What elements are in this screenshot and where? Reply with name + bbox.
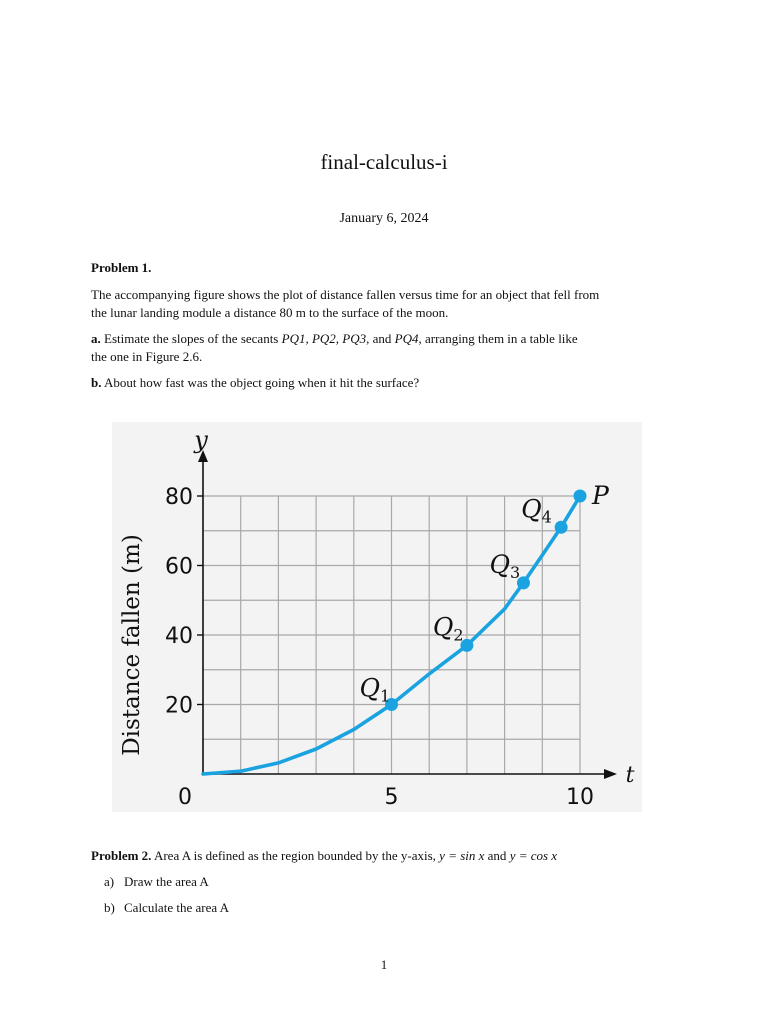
y-axis-title: Distance fallen (m)	[119, 534, 145, 756]
problem1-intro-line2: the lunar landing module a distance 80 m to the surface of the moon.	[91, 304, 449, 320]
problem2	[91, 847, 681, 865]
y-tick-label: 80	[165, 485, 193, 510]
y-tick-label: 20	[165, 693, 193, 719]
problem1-heading-text: Problem 1.	[91, 260, 152, 275]
problem2-text-mid: and	[484, 848, 510, 863]
point-subscript: 4	[541, 507, 552, 527]
problem2-math1: y = sin x	[439, 848, 485, 863]
problem1-part-b	[91, 374, 681, 392]
page-number: 1	[380, 957, 388, 972]
x-tick-label: 0	[178, 785, 192, 810]
problem2-text-before: Area A is defined as the region bounded by the y-axis,	[151, 848, 440, 863]
distance-fallen-chart	[112, 422, 642, 812]
problem1-part-a-line1	[91, 330, 681, 348]
item-b-label: b)	[104, 900, 115, 915]
part-a-math: PQ1, PQ2, PQ3,	[281, 331, 370, 346]
problem1-part-a	[91, 330, 681, 365]
point-label-q1: $Q_1$	[359, 673, 391, 706]
item-a-text: Draw the area A	[124, 874, 209, 889]
chart-background	[112, 422, 642, 812]
point-q4	[555, 521, 568, 534]
x-tick-label: 5	[384, 785, 399, 810]
part-b-text: About how fast was the object going when it hit the surface?	[104, 375, 420, 390]
item-a-label: a)	[104, 874, 115, 889]
part-a-text1: Estimate the slopes of the secants	[104, 331, 282, 346]
problem2-item-b	[104, 900, 229, 916]
x-tick-label: 10	[566, 785, 594, 810]
problem2-math2: y = cos x	[509, 848, 558, 863]
y-tick-label: 40	[165, 624, 193, 649]
problem2-item-a	[104, 874, 209, 890]
y-tick-label: 60	[165, 554, 193, 580]
part-a-and: and	[369, 331, 395, 346]
part-a-text2: , arranging them in a table like	[418, 331, 578, 346]
item-b-text: Calculate the area A	[124, 900, 230, 915]
y-variable-label: y	[194, 426, 208, 454]
point-p	[574, 490, 587, 503]
part-a-math2: PQ4	[394, 331, 419, 346]
part-a-label: a.	[91, 331, 101, 346]
problem1-part-a-line2: the one in Figure 2.6.	[91, 348, 203, 364]
point-label-p: P	[592, 481, 609, 510]
problem2-heading: Problem 2.	[91, 848, 152, 863]
document-title: final-calculus-i	[320, 150, 448, 174]
part-b-label: b.	[91, 375, 102, 390]
problem1-heading	[91, 259, 681, 277]
x-variable-label: t	[625, 763, 635, 788]
point-subscript: 1	[380, 686, 391, 706]
point-label-q4: $Q_4$	[521, 494, 552, 527]
point-label-q2: $Q_2$	[432, 612, 464, 645]
problem1-intro	[91, 286, 681, 321]
document-date: January 6, 2024	[339, 211, 429, 226]
problem1-intro-line1: The accompanying figure shows the plot of distance fallen versus time for an object that fell from	[91, 287, 600, 302]
point-subscript: 2	[453, 625, 464, 645]
point-label-q3: $Q_3$	[489, 549, 521, 582]
point-subscript: 3	[509, 562, 521, 582]
